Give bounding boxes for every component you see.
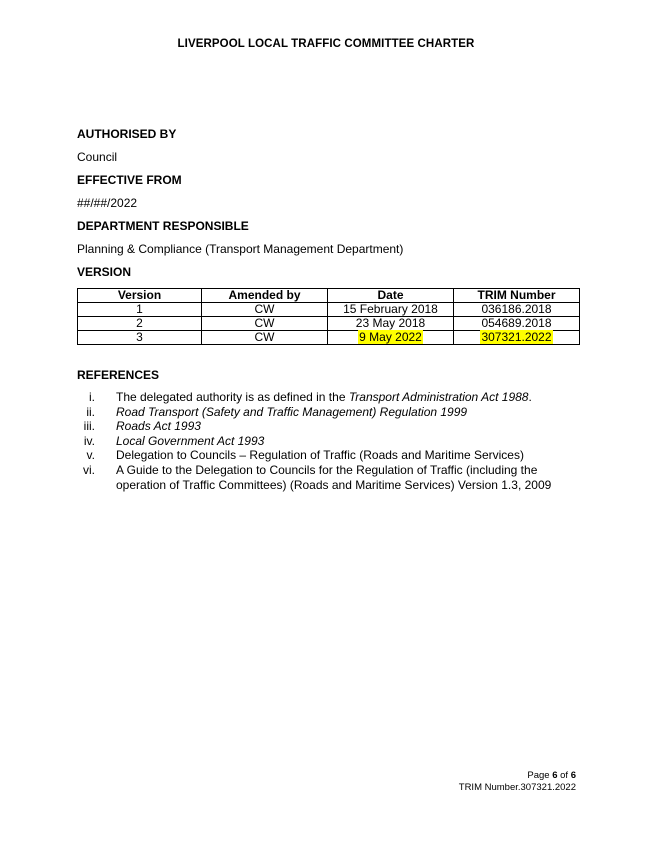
reference-title: Local Government Act 1993 bbox=[116, 433, 265, 448]
column-header-date: Date bbox=[328, 289, 454, 303]
reference-title: Road Transport (Safety and Traffic Management) Regulation 1999 bbox=[116, 404, 468, 419]
cell-date: 15 February 2018 bbox=[328, 303, 454, 317]
list-number: vi. bbox=[83, 462, 95, 477]
list-item bbox=[77, 390, 582, 405]
cell-amended-by: CW bbox=[202, 317, 328, 331]
effective-from-heading: EFFECTIVE FROM bbox=[77, 173, 182, 187]
references-heading: REFERENCES bbox=[77, 368, 160, 382]
page-number bbox=[0, 770, 576, 782]
list-item bbox=[77, 419, 582, 434]
list-item bbox=[77, 448, 582, 463]
cell-trim-number bbox=[454, 331, 580, 345]
authorised-by-heading: AUTHORISED BY bbox=[77, 127, 177, 141]
department-value: Planning & Compliance (Transport Management Department) bbox=[77, 242, 404, 256]
table-row bbox=[78, 303, 580, 317]
authorised-by-value: Council bbox=[77, 150, 118, 164]
table-row bbox=[78, 317, 580, 331]
list-number: ii. bbox=[86, 404, 95, 419]
cell-trim-number: 036186.2018 bbox=[454, 303, 580, 317]
page-total: 6 bbox=[570, 770, 576, 781]
references-list bbox=[77, 390, 582, 492]
column-header-amended-by: Amended by bbox=[202, 289, 328, 303]
list-number: v. bbox=[86, 448, 95, 463]
page-current: 6 bbox=[552, 770, 558, 781]
column-header-version: Version bbox=[78, 289, 202, 303]
table-header-row bbox=[78, 289, 580, 303]
list-item bbox=[77, 405, 582, 420]
cell-version: 1 bbox=[78, 303, 202, 317]
version-heading: VERSION bbox=[77, 265, 132, 279]
reference-text: A Guide to the Delegation to Councils for the Regulation of Traffic (including the operation of Traffic Committees) (Roads and Maritime Services) Version 1.3, 2009 bbox=[116, 462, 552, 492]
page-title: LIVERPOOL LOCAL TRAFFIC COMMITTEE CHARTER bbox=[177, 38, 475, 50]
cell-amended-by: CW bbox=[202, 303, 328, 317]
cell-version: 2 bbox=[78, 317, 202, 331]
cell-date bbox=[328, 331, 454, 345]
page-label: Page bbox=[527, 770, 553, 781]
cell-version: 3 bbox=[78, 331, 202, 345]
list-item bbox=[77, 434, 582, 449]
department-heading: DEPARTMENT RESPONSIBLE bbox=[77, 219, 249, 233]
reference-title: Roads Act 1993 bbox=[116, 419, 201, 434]
cell-date: 23 May 2018 bbox=[328, 317, 454, 331]
reference-text: The delegated authority is as defined in the bbox=[116, 390, 349, 404]
trim-number-footer: TRIM Number.307321.2022 bbox=[458, 782, 576, 793]
effective-from-value: ##/##/2022 bbox=[77, 196, 138, 210]
cell-amended-by: CW bbox=[202, 331, 328, 345]
cell-trim-number: 054689.2018 bbox=[454, 317, 580, 331]
list-number: i. bbox=[89, 390, 95, 404]
list-item bbox=[77, 463, 582, 492]
table-row bbox=[78, 331, 580, 345]
highlighted-date: 9 May 2022 bbox=[359, 330, 422, 344]
reference-text: Delegation to Councils – Regulation of Traffic (Roads and Maritime Services) bbox=[116, 448, 524, 463]
version-table bbox=[77, 288, 580, 345]
reference-title: Transport Administration Act 1988 bbox=[348, 390, 529, 404]
list-number: iii. bbox=[83, 419, 95, 434]
highlighted-trim-number: 307321.2022 bbox=[481, 330, 552, 344]
list-number: iv. bbox=[83, 433, 95, 448]
page-of-label: of bbox=[557, 770, 571, 781]
reference-suffix: . bbox=[528, 390, 532, 404]
column-header-trim-number: TRIM Number bbox=[454, 289, 580, 303]
